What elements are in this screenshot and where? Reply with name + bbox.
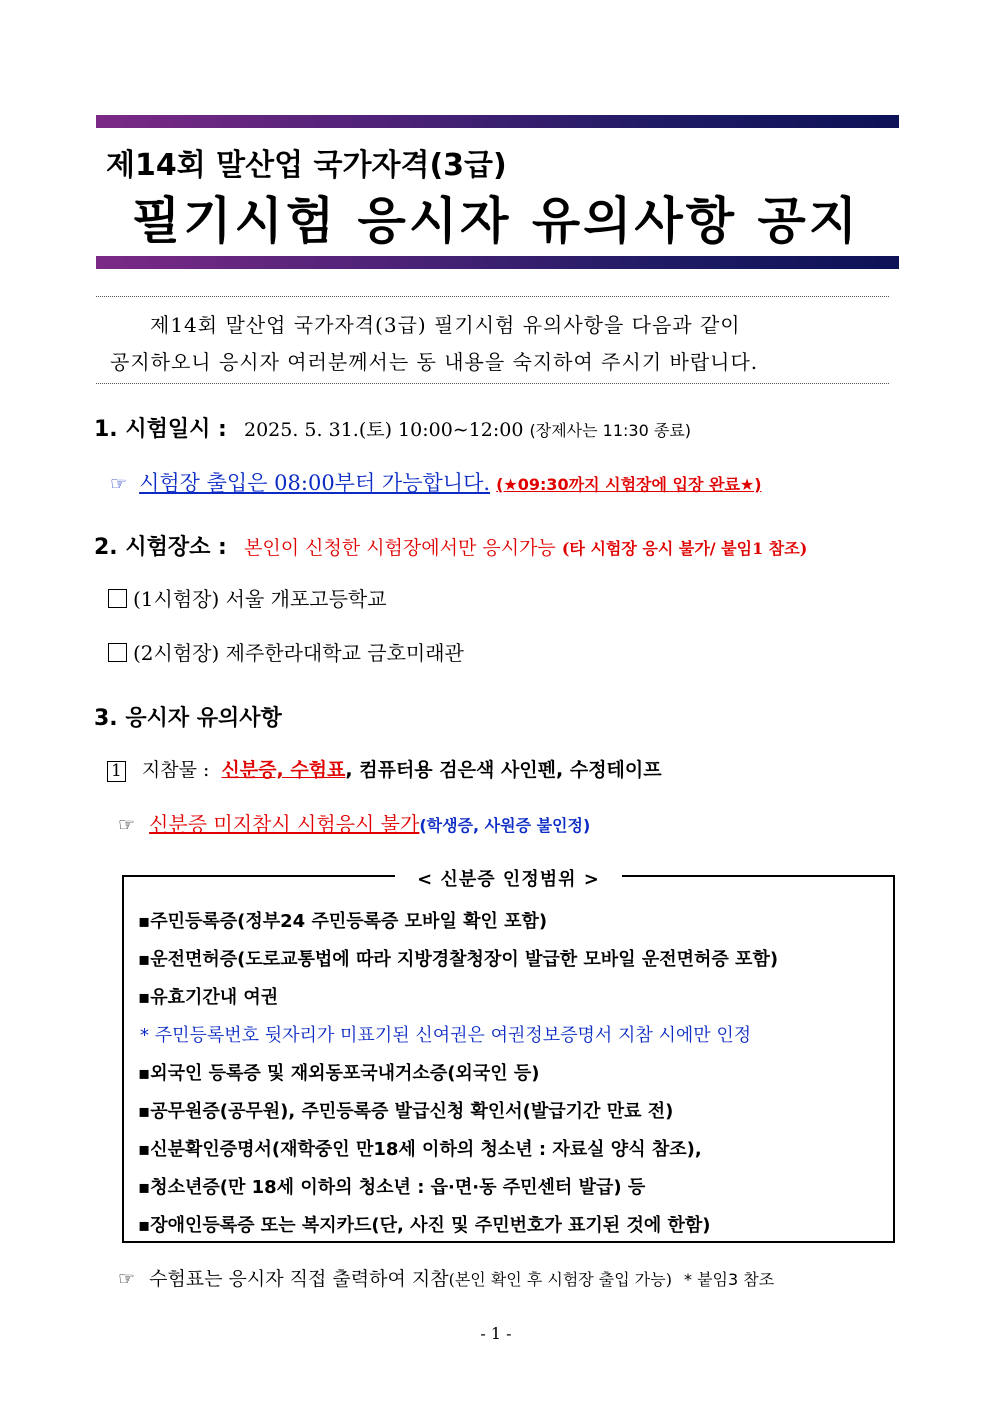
items-label: 지참물 :	[141, 759, 210, 781]
accepted-id-item: ▪장애인등록증 또는 복지카드(단, 사진 및 주민번호가 표기된 것에 한함)	[138, 1215, 711, 1236]
accepted-id-item: ▪신분확인증명서(재학중인 만18세 이하의 청소년 : 자료실 양식 참조),	[138, 1139, 702, 1160]
items-to-bring-line	[107, 755, 662, 782]
page-number: - 1 -	[480, 1324, 512, 1343]
section2-heading: 2. 시험장소 :	[94, 535, 227, 560]
pointer-icon: ☞	[118, 814, 136, 836]
venue-rule: 본인이 신청한 시험장에서만 응시가능	[244, 537, 556, 559]
other-items: , 컴퓨터용 검은색 사인펜, 수정테이프	[345, 759, 662, 781]
ticket-note: 수험표는 응시자 직접 출력하여 지참	[149, 1268, 449, 1290]
section1-heading: 1. 시험일시 :	[94, 417, 227, 442]
box-title-label: < 신분증 인정범위 >	[395, 869, 622, 890]
page-subtitle: 제14회 말산업 국가자격(3급)	[106, 148, 507, 183]
accepted-id-item: ▪외국인 등록증 및 재외동포국내거소증(외국인 등)	[138, 1063, 540, 1084]
accepted-id-item: ▪주민등록증(정부24 주민등록증 모바일 확인 포함)	[138, 911, 548, 932]
exam-datetime-note: (장제사는 11:30 종료)	[529, 421, 692, 440]
id-warning-line	[118, 808, 590, 837]
accepted-id-item: ▪운전면허증(도로교통법에 따라 지방경찰청장이 발급한 모바일 운전면허증 포함)	[138, 949, 779, 970]
header-top-bar	[96, 115, 899, 128]
venue-rule-line	[244, 533, 807, 560]
required-items: 신분증, 수험표	[221, 759, 346, 781]
accepted-id-item: ▪청소년증(만 18세 이하의 청소년 : 읍·면·동 주민센터 발급) 등	[138, 1177, 646, 1198]
intro-line-1: 제14회 말산업 국가자격(3급) 필기시험 유의사항을 다음과 같이	[150, 313, 741, 337]
header-bottom-bar	[96, 256, 899, 269]
accepted-id-box-title	[124, 865, 893, 891]
exam-datetime: 2025. 5. 31.(토) 10:00∼12:00	[244, 419, 524, 441]
intro-box	[96, 296, 889, 384]
venue-rule-note: (타 시험장 응시 불가/ 붙임1 참조)	[561, 539, 808, 558]
pointer-icon: ☞	[110, 473, 128, 495]
entry-time-note: (★09:30까지 시험장에 입장 완료★)	[496, 475, 762, 494]
intro-line-2: 공지하오니 응시자 여러분께서는 동 내용을 숙지하여 주시기 바랍니다.	[110, 350, 759, 374]
venue-label: (2시험장) 제주한라대학교 금호미래관	[133, 641, 464, 665]
checkbox-icon	[108, 589, 127, 608]
entry-time-text: 시험장 출입은 08:00부터 가능합니다.	[139, 471, 491, 495]
page-title: 필기시험 응시자 유의사항 공지	[131, 192, 861, 250]
venue-item	[108, 637, 464, 666]
accepted-id-item: ▪유효기간내 여권	[138, 987, 279, 1008]
section3-heading: 3. 응시자 유의사항	[94, 706, 282, 731]
id-warning: 신분증 미지참시 시험응시 불가	[149, 812, 420, 836]
passport-note: * 주민등록번호 뒷자리가 미표기된 신여권은 여권정보증명서 지참 시에만 인정	[140, 1025, 752, 1046]
ticket-note-small: (본인 확인 후 시험장 출입 가능)	[448, 1270, 672, 1289]
pointer-icon: ☞	[118, 1268, 136, 1290]
ticket-note-line	[118, 1264, 774, 1291]
accepted-id-item: ▪공무원증(공무원), 주민등록증 발급신청 확인서(발급기간 만료 전)	[138, 1101, 674, 1122]
exam-datetime-line	[244, 415, 691, 442]
accepted-id-box	[122, 869, 895, 1243]
id-warning-note: (학생증, 사원증 불인정)	[419, 816, 591, 835]
checkbox-icon	[108, 643, 127, 662]
ticket-ref: * 붙임3 참조	[684, 1270, 775, 1289]
entry-time-line	[110, 467, 762, 497]
venue-item	[108, 583, 387, 612]
item-number: 1	[107, 761, 126, 782]
venue-label: (1시험장) 서울 개포고등학교	[133, 587, 387, 611]
